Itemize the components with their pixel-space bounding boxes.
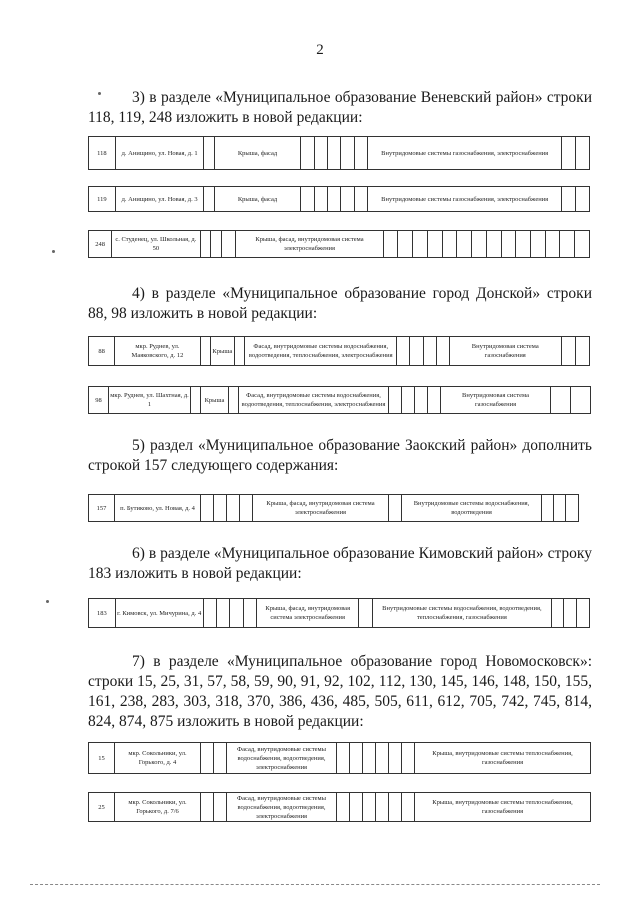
works-cell-2: Внутридомовые системы газоснабжения, электроснабжения	[368, 187, 562, 212]
address-cell: мкр. Руднев, ул. Маяковского, д. 12	[115, 337, 200, 366]
address-cell: п. Бутиково, ул. Новая, д. 4	[115, 495, 201, 522]
address-cell: мкр. Сокольники, ул. Горького, д. 4	[115, 743, 201, 774]
works-cell-2: Внутридомовые системы водоснабжения, водоотведения	[402, 495, 542, 522]
scan-artifact-dot	[52, 250, 55, 253]
address-cell: д. Анищино, ул. Новая, д. 1	[115, 137, 204, 170]
row-number: 183	[89, 599, 116, 628]
works-cell: Фасад, внутридомовые системы водоснабжения, водоотведения, электроснабжения	[227, 793, 337, 822]
works-cell-2: Внутридомовые системы водоснабжения, водоотведения, теплоснабжения, газоснабжения	[372, 599, 551, 628]
works-cell-0: Крыша	[210, 337, 234, 366]
table-row-119	[88, 186, 590, 212]
works-cell-2: Внутридомовая система газоснабжения	[449, 337, 561, 366]
row-number: 118	[89, 137, 116, 170]
paragraph-4: 4) в разделе «Муниципальное образование город Донской» строки 88, 98 изложить в новой редакции:	[88, 285, 592, 322]
row-number: 25	[89, 793, 115, 822]
table-row-25	[88, 792, 591, 822]
table-row-118	[88, 136, 590, 170]
table-row-15	[88, 742, 591, 774]
address-cell: г. Кимовск, ул. Мичурина, д. 4	[115, 599, 203, 628]
paragraph-7: 7) в разделе «Муниципальное образование город Новомосковск»: строки 15, 25, 31, 57, 58, 59, 90, 91, 92, 102, 112, 130, 145, 146, 148, 150, 155, 161, 238, 283, 303, 318, 370, 386, 436, 485, 505, 611, 612, 705, 742, 745, 814, 824, 874, 875 изложить в новой редакции:	[88, 653, 592, 730]
row-number: 15	[89, 743, 115, 774]
works-cell: Фасад, внутридомовые системы водоснабжения, водоотведения, теплоснабжения, электроснабжения	[239, 387, 389, 414]
works-cell-2: Внутридомовые системы газоснабжения, электроснабжения	[368, 137, 562, 170]
scan-artifact-dot	[46, 600, 49, 603]
works-cell: Фасад, внутридомовые системы водоснабжения, водоотведения, электроснабжения	[227, 743, 337, 774]
row-number: 248	[89, 231, 112, 258]
works-cell-2: Внутридомовая система газоснабжения	[441, 387, 551, 414]
paragraph-5: 5) раздел «Муниципальное образование Заокский район» дополнить строкой 157 следующего содержания:	[88, 437, 592, 474]
works-cell-2: Крыша, внутридомовые системы теплоснабжения, газоснабжения	[415, 793, 591, 822]
table-row-248	[88, 230, 590, 258]
scan-artifact-line	[30, 884, 600, 885]
works-cell: Фасад, внутридомовые системы водоснабжения, водоотведения, теплоснабжения, электроснабжения	[245, 337, 397, 366]
works-cell: Крыша, фасад	[214, 187, 301, 212]
table-row-157	[88, 494, 579, 522]
works-cell: Крыша, фасад, внутридомовая система электроснабжения	[256, 599, 358, 628]
address-cell: с. Студенец, ул. Школьная, д. 50	[112, 231, 200, 258]
row-number: 119	[89, 187, 116, 212]
table-row-183	[88, 598, 590, 628]
table-row-88	[88, 336, 590, 366]
paragraph-3: 3) в разделе «Муниципальное образование Веневский район» строки 118, 119, 248 изложить в новой редакции:	[88, 89, 592, 126]
paragraph-6: 6) в разделе «Муниципальное образование Кимовский район» строку 183 изложить в новой редакции:	[88, 545, 592, 582]
address-cell: д. Анищино, ул. Новая, д. 3	[115, 187, 204, 212]
works-cell-0: Крыша	[201, 387, 229, 414]
address-cell: мкр. Руднев, ул. Шахтная, д. 1	[109, 387, 191, 414]
works-cell: Крыша, фасад	[214, 137, 301, 170]
works-cell-2: Крыша, внутридомовые системы теплоснабжения, газоснабжения	[415, 743, 591, 774]
scan-artifact-dot	[98, 92, 101, 95]
address-cell: мкр. Сокольники, ул. Горького, д. 7/6	[115, 793, 201, 822]
page-number: 2	[316, 42, 324, 58]
works-cell: Крыша, фасад, внутридомовая система электроснабжения	[253, 495, 389, 522]
works-cell: Крыша, фасад, внутридомовая система электроснабжения	[236, 231, 383, 258]
row-number: 88	[89, 337, 115, 366]
table-row-98	[88, 386, 591, 414]
row-number: 157	[89, 495, 115, 522]
row-number: 98	[89, 387, 109, 414]
